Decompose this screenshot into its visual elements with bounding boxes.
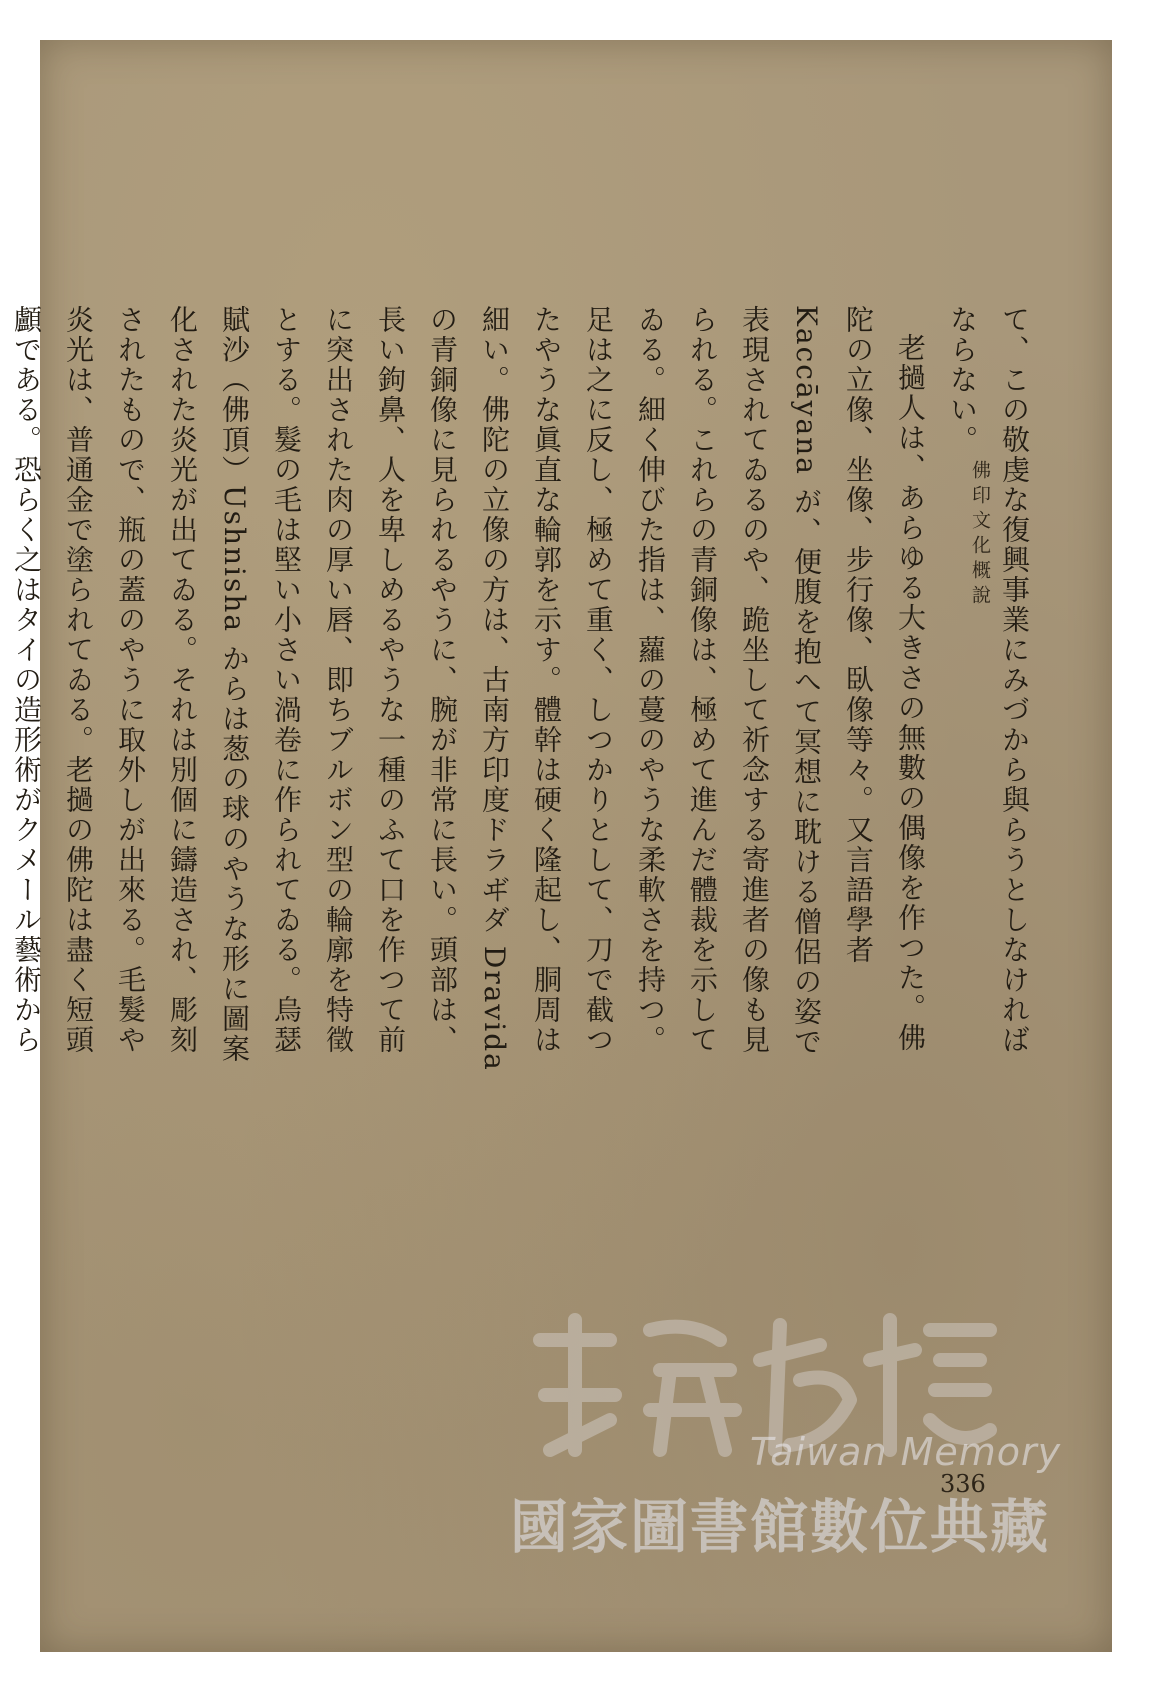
- paragraph: 老撾人は、あらゆる大きさの無數の偶像を作つた。佛陀の立像、坐像、步行像、臥像等々。又言語學者 Kaccāyana が、便腹を抱へて冥想に耽ける僧侶の姿で表現されてゐるのや、跪坐して祈念する寄進者の像も見られる。これらの青銅像は、極めて進んだ體裁を示してゐる。細く伸びた指は、蘿の蔓のやうな柔軟さを持つ。足は之に反し、極めて重く、しつかりとして、刀で截つたやうな眞直な輪郭を示す。體幹は硬く隆起し、胴周は細い。佛陀の立像の方は、古南方印度ドラヸダ Dravida の青銅像に見られるやうに、腕が非常に長い。頭部は、長い鉤鼻、人を卑しめるやうな一種のふて口を作つて前に突出された肉の厚い唇、即ちブルボン型の輪廓を特徵とする。髮の毛は堅い小さい渦卷に作られてゐる。烏瑟賦沙（佛頂）Ushnisha からは葱の球のやうな形に圖案化された炎光が出てゐる。それは別個に鑄造され、彫刻されたもので、瓶の蓋のやうに取外しが出來る。毛髮や炎光は、普通金で塗られてゐる。老撾の佛陀は盡く短頭顱である。恐らく之はタイの造形術がクメール藝術から: [10, 305, 927, 1072]
- running-header: 佛印文化概說: [969, 460, 991, 610]
- vertical-body-text: [10, 305, 1040, 1075]
- watermark-latin-text: Taiwan Memory: [750, 1430, 1062, 1474]
- scanned-page: [10, 40, 1112, 1652]
- paragraph: て、この敬虔な復興事業にみづから與らうとしなければならない。: [946, 305, 1031, 1055]
- watermark-institution-text: 國家圖書館數位典藏: [510, 1493, 1051, 1561]
- page-number: 336: [940, 1470, 986, 1498]
